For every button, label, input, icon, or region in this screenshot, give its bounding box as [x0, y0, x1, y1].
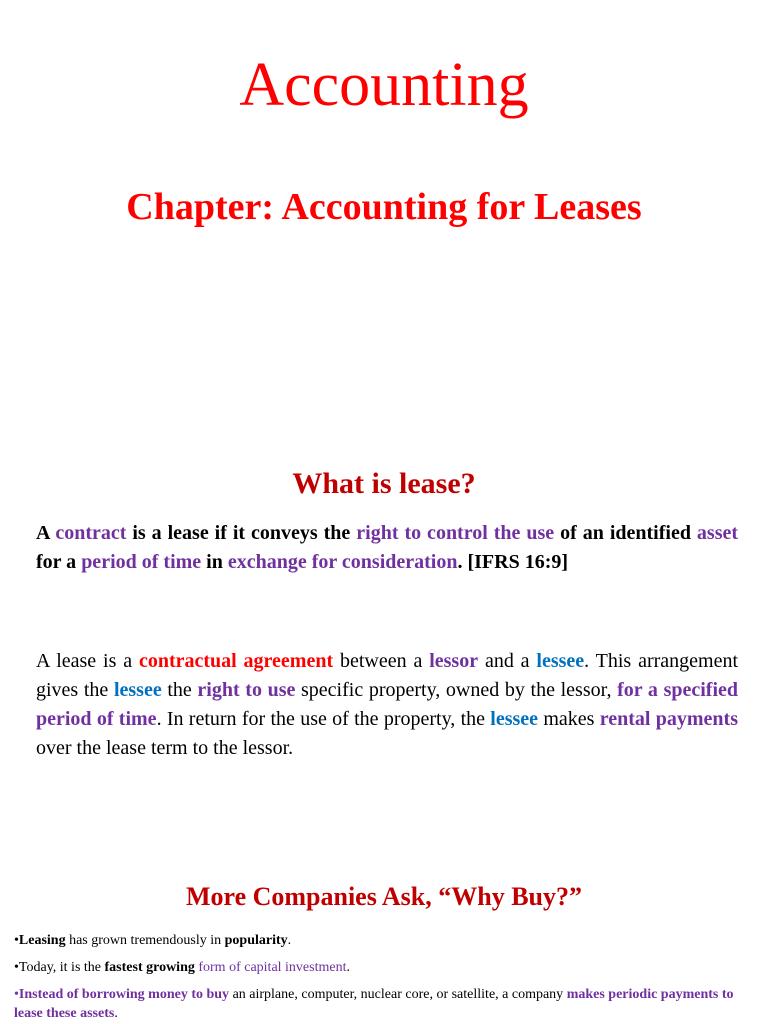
text-run: right to control the use — [356, 522, 555, 544]
text-run: between a — [333, 650, 430, 672]
lease-definition-paragraph — [36, 519, 738, 577]
text-run: fastest growing — [104, 960, 195, 975]
text-run: exchange for consideration — [227, 551, 458, 573]
text-run: lessor — [429, 650, 479, 672]
text-run: Leasing — [18, 933, 66, 948]
bullet-list — [14, 931, 758, 1023]
text-run: has grown tremendously in — [65, 933, 225, 948]
text-run: the — [161, 679, 198, 701]
text-run: makes — [538, 708, 600, 730]
text-run: in — [201, 551, 228, 573]
text-run: asset — [696, 522, 739, 544]
chapter-title: Chapter: Accounting for Leases — [126, 186, 642, 228]
text-run: . This arrangement gives the — [36, 650, 739, 701]
section-heading-what-is-lease: What is lease? — [292, 467, 476, 500]
list-item — [14, 985, 758, 1023]
list-item — [14, 958, 758, 977]
document-title: Accounting — [239, 51, 529, 119]
text-run: . — [287, 933, 292, 948]
text-run: . In return for the use of the property, the — [156, 708, 491, 730]
text-run: contractual agreement — [138, 650, 334, 672]
text-run: an airplane, computer, nuclear core, or satellite, a company — [229, 987, 567, 1002]
text-run: over the lease term to the lessor. — [36, 737, 294, 759]
text-run: Instead of borrowing money to buy — [18, 987, 230, 1002]
text-run: for a — [36, 551, 82, 573]
text-run: form of capital investment — [198, 960, 347, 975]
lease-description-paragraph — [36, 647, 738, 763]
text-run: and a — [478, 650, 537, 672]
section-heading-why-buy: More Companies Ask, “Why Buy?” — [185, 882, 583, 911]
text-run: lessee — [113, 679, 162, 701]
text-run: for a specified period of time — [36, 679, 738, 730]
text-run: lessee — [536, 650, 585, 672]
text-run: •Today, it is the — [14, 960, 105, 975]
text-run: A lease is a — [36, 650, 139, 672]
text-run: of an identified — [554, 522, 697, 544]
text-run: . — [114, 1006, 118, 1021]
text-run: right to use — [197, 679, 296, 701]
text-run: popularity — [224, 933, 288, 948]
text-run: • — [14, 933, 19, 948]
text-run: A — [36, 522, 56, 544]
text-run: contract — [55, 522, 127, 544]
text-run: . — [346, 960, 350, 975]
text-run: makes periodic payments to lease these assets — [14, 987, 734, 1021]
text-run: lessee — [490, 708, 539, 730]
list-item — [14, 931, 758, 950]
text-run: specific property, owned by the lessor, — [295, 679, 618, 701]
text-run: rental payments — [599, 708, 739, 730]
text-run: period of time — [81, 551, 202, 573]
text-run: • — [14, 987, 19, 1002]
text-run: is a lease if it conveys the — [126, 522, 357, 544]
text-run: . [IFRS 16:9] — [457, 551, 569, 573]
